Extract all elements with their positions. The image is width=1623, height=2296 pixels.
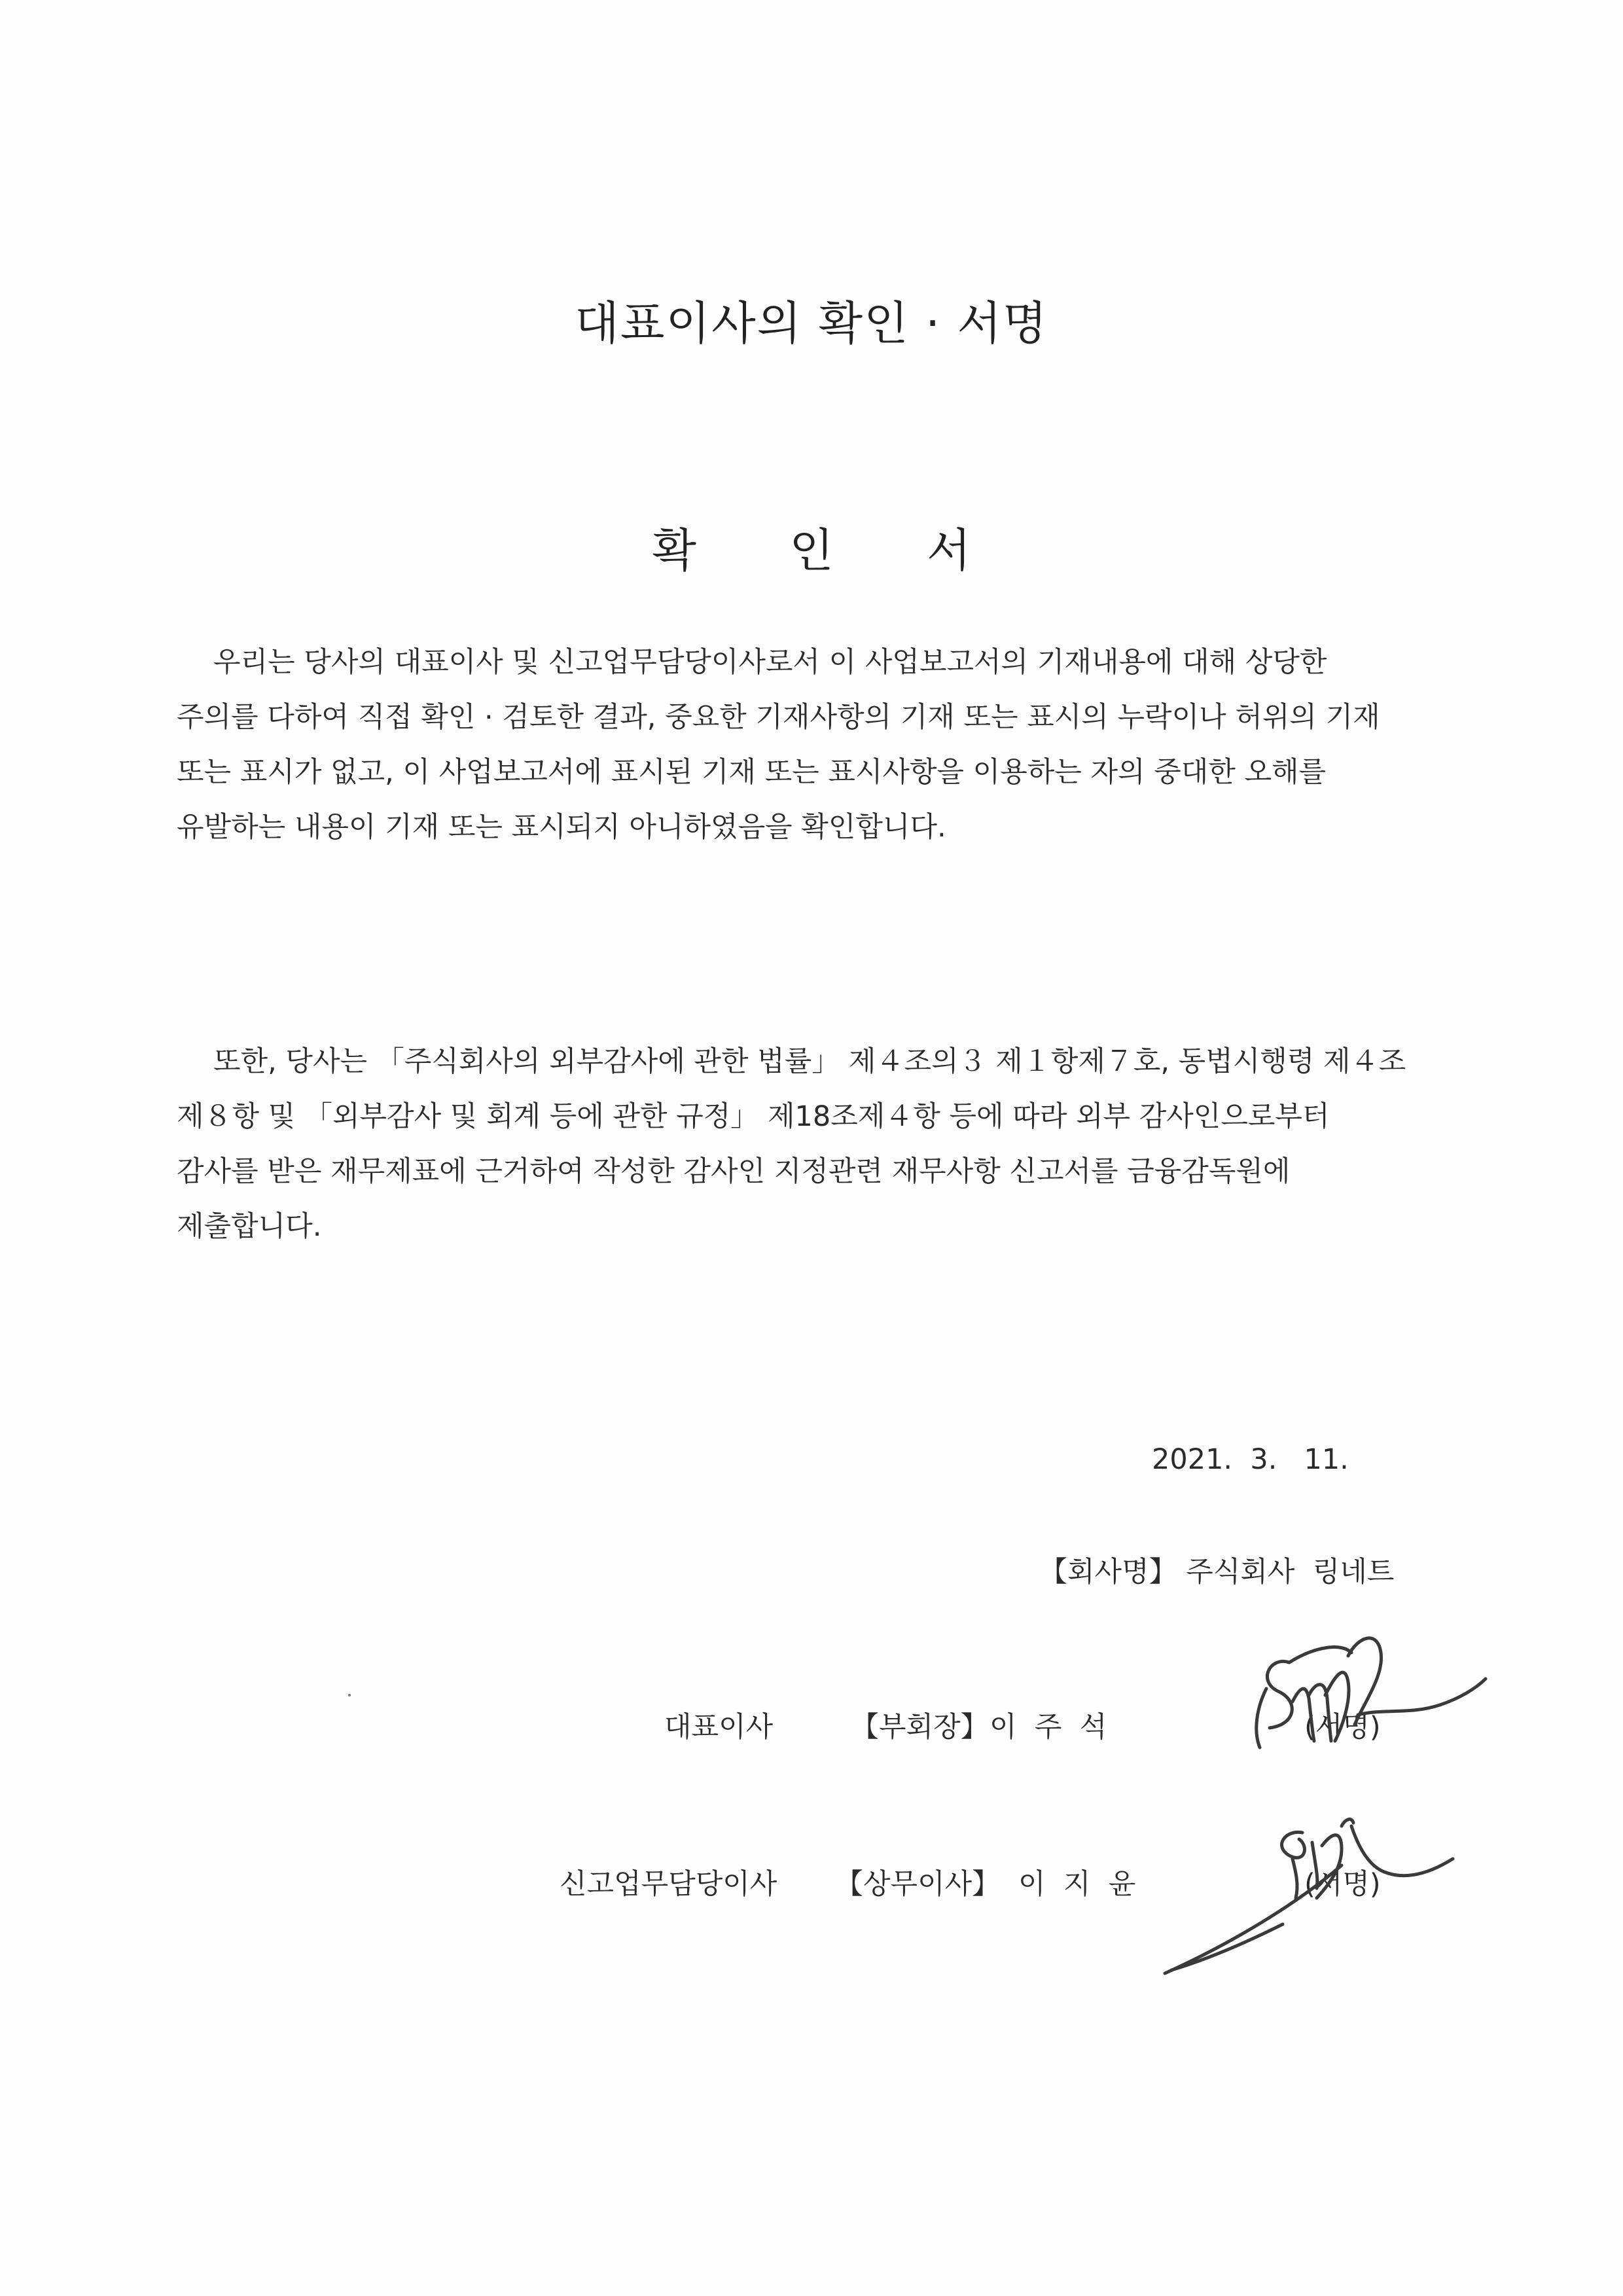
paragraph-line: 제출합니다. <box>177 1210 322 1243</box>
page-title: 대표이사의 확인 · 서명 <box>575 296 1048 350</box>
signer-role: 대표이사 <box>664 1711 774 1744</box>
document-date: 2021. 3. 11. <box>1152 1443 1349 1476</box>
sign-label: (서명) <box>1304 1868 1381 1901</box>
paragraph-line: 주의를 다하여 직접 확인 · 검토한 결과, 중요한 기재사항의 기재 또는 표시의 누락이나 허위의 기재 <box>177 701 1380 734</box>
signer-name: 이 지 윤 <box>1018 1868 1136 1901</box>
document-subtitle: 확 인 서 <box>652 524 1010 577</box>
paragraph-line: 감사를 받은 재무제표에 근거하여 작성한 감사인 지정관련 재무사항 신고서를 금융감독원에 <box>177 1155 1291 1188</box>
signer-title: 【상무이사】 <box>835 1868 1001 1901</box>
paragraph-line: 제８항 및 「외부감사 및 회계 등에 관한 규정」 제18조제４항 등에 따라 외부 감사인으로부터 <box>177 1100 1330 1133</box>
confirmation-paragraph <box>177 635 1486 855</box>
signer-name: 이 주 석 <box>990 1711 1107 1744</box>
paragraph-line: 또는 표시가 없고, 이 사업보고서에 표시된 기재 또는 표시사항을 이용하는 자의 중대한 오해를 <box>177 756 1327 789</box>
submission-paragraph <box>177 1034 1486 1254</box>
signer-role: 신고업무담당이사 <box>560 1868 777 1901</box>
ceo-signature-image <box>1243 1617 1492 1780</box>
reporting-director-signature-image <box>1145 1806 1486 2003</box>
company-name: 【회사명】 주식회사 링네트 <box>1039 1556 1395 1588</box>
sign-label: (서명) <box>1304 1711 1381 1744</box>
signer-title: 【부회장】 <box>851 1711 989 1744</box>
paragraph-line: 우리는 당사의 대표이사 및 신고업무담당이사로서 이 사업보고서의 기재내용에 대해 상당한 <box>213 646 1327 679</box>
scan-speck <box>348 1694 351 1696</box>
paragraph-line: 유발하는 내용이 기재 또는 표시되지 아니하였음을 확인합니다. <box>177 811 946 844</box>
paragraph-line: 또한, 당사는 「주식회사의 외부감사에 관한 법률」 제４조의３ 제１항제７호, 동법시행령 제４조 <box>213 1045 1406 1078</box>
